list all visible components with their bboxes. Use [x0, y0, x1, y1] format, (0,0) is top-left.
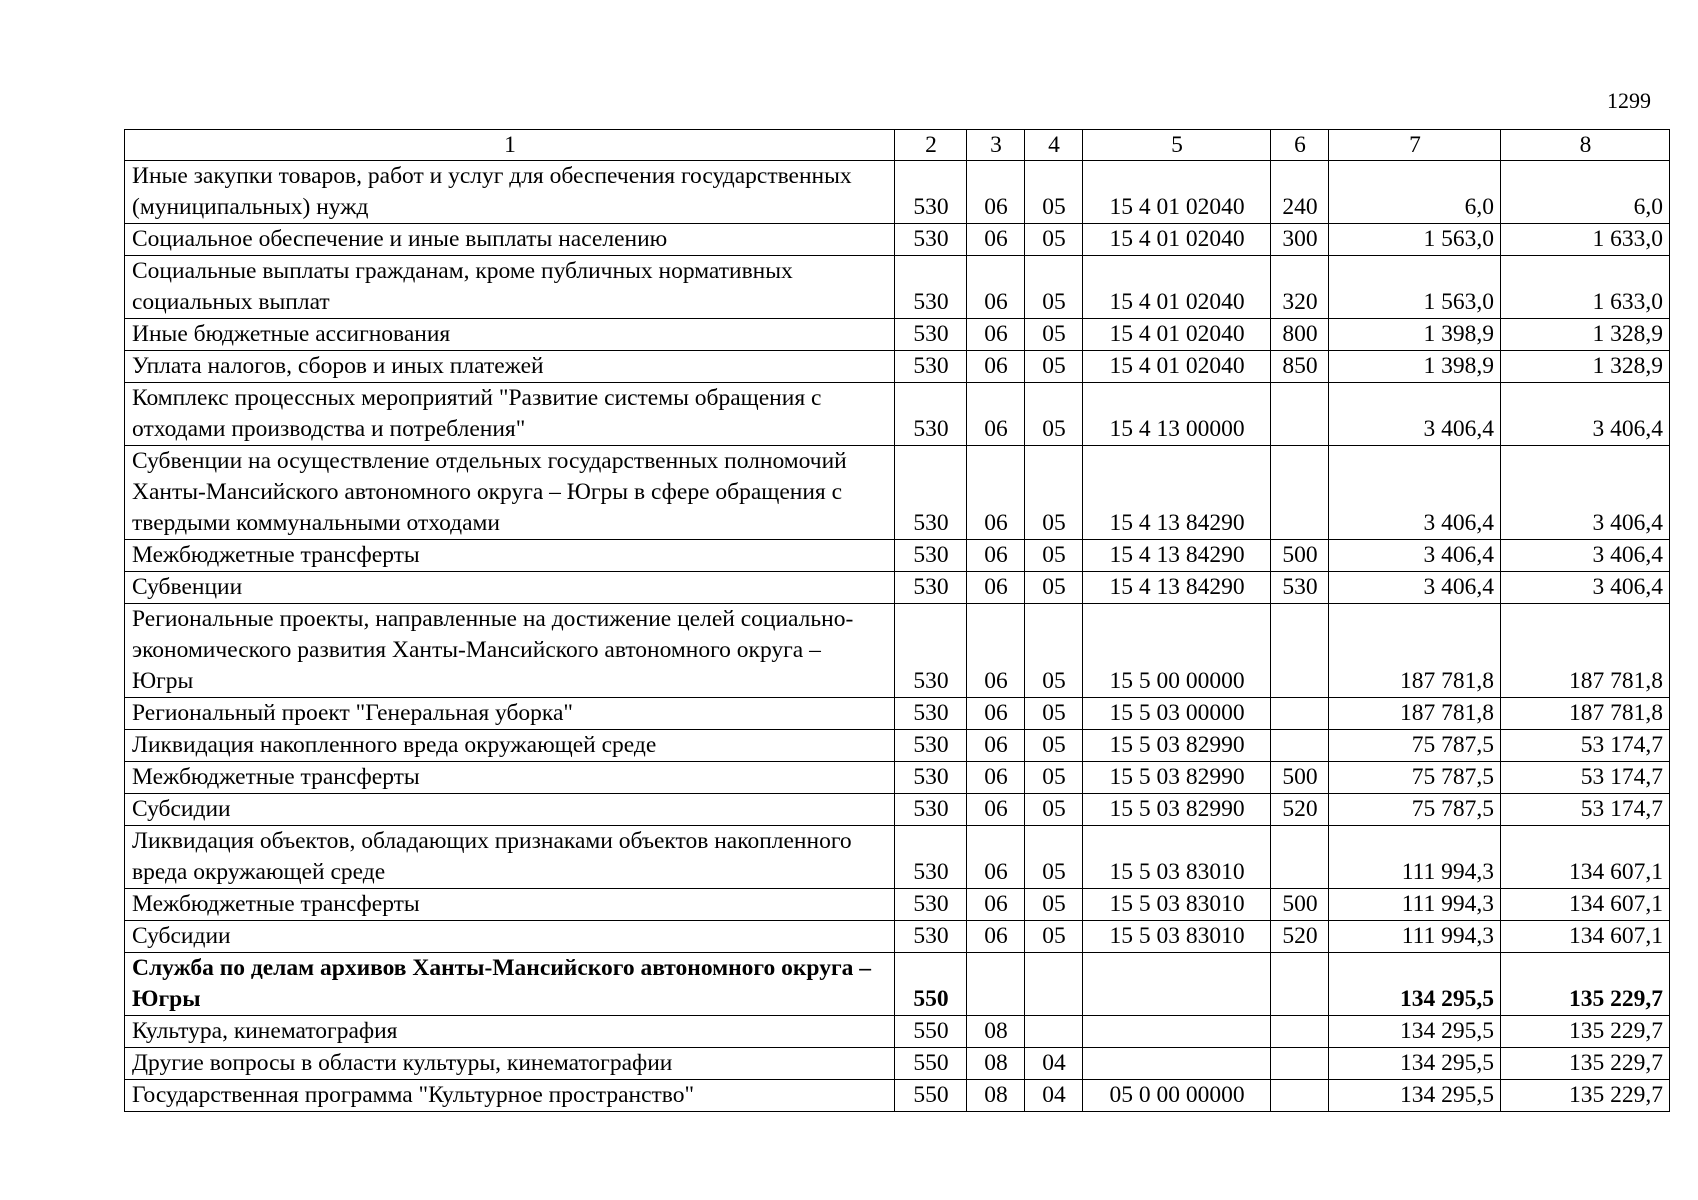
- row-amount-cell: 3 406,4: [1501, 383, 1670, 446]
- row-target-code-cell: 15 4 01 02040: [1083, 256, 1271, 319]
- row-subsection-cell: 05: [1025, 698, 1083, 730]
- row-code-cell: 530: [895, 351, 967, 383]
- row-section-cell: 08: [967, 1048, 1025, 1080]
- header-cell: 7: [1329, 130, 1501, 161]
- row-expense-type-cell: [1271, 698, 1329, 730]
- table-header-row: [125, 130, 1670, 161]
- row-code-cell: 530: [895, 161, 967, 224]
- table-row: [125, 161, 1670, 224]
- row-amount-cell: 3 406,4: [1329, 383, 1501, 446]
- row-name-cell: Межбюджетные трансферты: [125, 540, 895, 572]
- row-subsection-cell: 05: [1025, 256, 1083, 319]
- row-target-code-cell: 15 4 13 84290: [1083, 540, 1271, 572]
- row-section-cell: 06: [967, 604, 1025, 698]
- row-amount-cell: 3 406,4: [1329, 446, 1501, 540]
- row-amount-cell: 1 398,9: [1329, 319, 1501, 351]
- table-row: [125, 794, 1670, 826]
- row-name-cell: Региональные проекты, направленные на достижение целей социально-экономического развития Ханты-Мансийского автономного округа – Югры: [125, 604, 895, 698]
- row-expense-type-cell: 320: [1271, 256, 1329, 319]
- row-target-code-cell: 15 5 03 00000: [1083, 698, 1271, 730]
- table-row: [125, 730, 1670, 762]
- row-name-cell: Субсидии: [125, 921, 895, 953]
- row-code-cell: 530: [895, 446, 967, 540]
- row-subsection-cell: 05: [1025, 921, 1083, 953]
- row-amount-cell: 187 781,8: [1329, 604, 1501, 698]
- row-amount-cell: 135 229,7: [1501, 1016, 1670, 1048]
- row-section-cell: 06: [967, 319, 1025, 351]
- row-expense-type-cell: [1271, 1048, 1329, 1080]
- table-row: [125, 698, 1670, 730]
- row-section-cell: 06: [967, 256, 1025, 319]
- row-amount-cell: 135 229,7: [1501, 953, 1670, 1016]
- row-target-code-cell: 15 5 03 83010: [1083, 921, 1271, 953]
- row-target-code-cell: 15 5 00 00000: [1083, 604, 1271, 698]
- header-cell: 6: [1271, 130, 1329, 161]
- row-name-cell: Служба по делам архивов Ханты-Мансийского автономного округа – Югры: [125, 953, 895, 1016]
- row-subsection-cell: 05: [1025, 762, 1083, 794]
- row-subsection-cell: 05: [1025, 826, 1083, 889]
- budget-table: [124, 129, 1670, 1112]
- row-expense-type-cell: [1271, 953, 1329, 1016]
- row-amount-cell: 187 781,8: [1501, 604, 1670, 698]
- table-row: [125, 540, 1670, 572]
- row-target-code-cell: 15 5 03 82990: [1083, 730, 1271, 762]
- table-row: [125, 1048, 1670, 1080]
- row-name-cell: Ликвидация накопленного вреда окружающей среде: [125, 730, 895, 762]
- row-expense-type-cell: 500: [1271, 762, 1329, 794]
- header-cell: 8: [1501, 130, 1670, 161]
- row-code-cell: 530: [895, 826, 967, 889]
- row-name-cell: Комплекс процессных мероприятий "Развитие системы обращения с отходами производства и потребления": [125, 383, 895, 446]
- row-section-cell: 06: [967, 351, 1025, 383]
- row-code-cell: 530: [895, 604, 967, 698]
- row-amount-cell: 134 295,5: [1329, 1048, 1501, 1080]
- table-row: [125, 1080, 1670, 1112]
- row-code-cell: 530: [895, 256, 967, 319]
- row-subsection-cell: 05: [1025, 572, 1083, 604]
- row-amount-cell: 134 295,5: [1329, 953, 1501, 1016]
- row-amount-cell: 3 406,4: [1329, 572, 1501, 604]
- row-section-cell: 06: [967, 383, 1025, 446]
- row-expense-type-cell: 520: [1271, 794, 1329, 826]
- row-amount-cell: 75 787,5: [1329, 794, 1501, 826]
- row-subsection-cell: [1025, 1016, 1083, 1048]
- row-target-code-cell: 15 5 03 83010: [1083, 889, 1271, 921]
- row-code-cell: 550: [895, 1016, 967, 1048]
- row-name-cell: Субсидии: [125, 794, 895, 826]
- row-subsection-cell: 05: [1025, 383, 1083, 446]
- row-section-cell: 06: [967, 572, 1025, 604]
- table-row: [125, 953, 1670, 1016]
- row-amount-cell: 1 633,0: [1501, 256, 1670, 319]
- table-row: [125, 762, 1670, 794]
- row-target-code-cell: [1083, 1016, 1271, 1048]
- row-amount-cell: 1 563,0: [1329, 224, 1501, 256]
- row-subsection-cell: 05: [1025, 730, 1083, 762]
- row-amount-cell: 111 994,3: [1329, 921, 1501, 953]
- row-code-cell: 530: [895, 762, 967, 794]
- row-target-code-cell: 05 0 00 00000: [1083, 1080, 1271, 1112]
- row-amount-cell: 3 406,4: [1501, 572, 1670, 604]
- table-row: [125, 446, 1670, 540]
- row-section-cell: 06: [967, 826, 1025, 889]
- row-amount-cell: 1 633,0: [1501, 224, 1670, 256]
- row-code-cell: 550: [895, 1048, 967, 1080]
- row-section-cell: 06: [967, 762, 1025, 794]
- row-amount-cell: 134 295,5: [1329, 1016, 1501, 1048]
- row-code-cell: 530: [895, 921, 967, 953]
- row-code-cell: 550: [895, 953, 967, 1016]
- row-amount-cell: 3 406,4: [1501, 446, 1670, 540]
- row-section-cell: 06: [967, 921, 1025, 953]
- row-section-cell: [967, 953, 1025, 1016]
- row-expense-type-cell: 530: [1271, 572, 1329, 604]
- row-amount-cell: 3 406,4: [1329, 540, 1501, 572]
- table-row: [125, 1016, 1670, 1048]
- table-row: [125, 319, 1670, 351]
- row-section-cell: 06: [967, 730, 1025, 762]
- row-expense-type-cell: [1271, 826, 1329, 889]
- row-amount-cell: 187 781,8: [1501, 698, 1670, 730]
- row-target-code-cell: 15 4 01 02040: [1083, 351, 1271, 383]
- row-target-code-cell: 15 4 13 84290: [1083, 572, 1271, 604]
- row-expense-type-cell: 520: [1271, 921, 1329, 953]
- table-row: [125, 604, 1670, 698]
- row-expense-type-cell: [1271, 604, 1329, 698]
- row-section-cell: 06: [967, 161, 1025, 224]
- row-amount-cell: 3 406,4: [1501, 540, 1670, 572]
- row-code-cell: 530: [895, 572, 967, 604]
- row-expense-type-cell: 850: [1271, 351, 1329, 383]
- row-code-cell: 550: [895, 1080, 967, 1112]
- row-subsection-cell: 05: [1025, 794, 1083, 826]
- row-amount-cell: 111 994,3: [1329, 889, 1501, 921]
- row-amount-cell: 134 607,1: [1501, 889, 1670, 921]
- row-target-code-cell: 15 5 03 82990: [1083, 762, 1271, 794]
- row-section-cell: 06: [967, 446, 1025, 540]
- row-name-cell: Государственная программа "Культурное пространство": [125, 1080, 895, 1112]
- row-subsection-cell: 05: [1025, 224, 1083, 256]
- row-target-code-cell: 15 4 01 02040: [1083, 161, 1271, 224]
- header-cell: 1: [125, 130, 895, 161]
- row-amount-cell: 75 787,5: [1329, 730, 1501, 762]
- row-code-cell: 530: [895, 540, 967, 572]
- row-section-cell: 06: [967, 224, 1025, 256]
- table-row: [125, 351, 1670, 383]
- row-amount-cell: 53 174,7: [1501, 762, 1670, 794]
- row-amount-cell: 6,0: [1329, 161, 1501, 224]
- header-cell: 4: [1025, 130, 1083, 161]
- row-section-cell: 06: [967, 698, 1025, 730]
- row-code-cell: 530: [895, 730, 967, 762]
- row-code-cell: 530: [895, 698, 967, 730]
- row-name-cell: Социальные выплаты гражданам, кроме публичных нормативных социальных выплат: [125, 256, 895, 319]
- row-amount-cell: 1 398,9: [1329, 351, 1501, 383]
- row-expense-type-cell: [1271, 383, 1329, 446]
- row-amount-cell: 187 781,8: [1329, 698, 1501, 730]
- row-subsection-cell: 05: [1025, 351, 1083, 383]
- row-name-cell: Субвенции: [125, 572, 895, 604]
- row-section-cell: 06: [967, 540, 1025, 572]
- row-amount-cell: 1 328,9: [1501, 351, 1670, 383]
- row-target-code-cell: 15 5 03 82990: [1083, 794, 1271, 826]
- row-name-cell: Межбюджетные трансферты: [125, 762, 895, 794]
- table-row: [125, 256, 1670, 319]
- row-amount-cell: 135 229,7: [1501, 1048, 1670, 1080]
- row-name-cell: Иные бюджетные ассигнования: [125, 319, 895, 351]
- page-number: 1299: [1607, 88, 1651, 113]
- row-section-cell: 06: [967, 794, 1025, 826]
- row-expense-type-cell: 800: [1271, 319, 1329, 351]
- row-target-code-cell: 15 5 03 83010: [1083, 826, 1271, 889]
- row-name-cell: Социальное обеспечение и иные выплаты населению: [125, 224, 895, 256]
- table-row: [125, 383, 1670, 446]
- header-cell: 3: [967, 130, 1025, 161]
- row-target-code-cell: [1083, 1048, 1271, 1080]
- row-name-cell: Другие вопросы в области культуры, кинематографии: [125, 1048, 895, 1080]
- row-target-code-cell: 15 4 01 02040: [1083, 319, 1271, 351]
- row-amount-cell: 6,0: [1501, 161, 1670, 224]
- row-expense-type-cell: 500: [1271, 889, 1329, 921]
- row-code-cell: 530: [895, 319, 967, 351]
- row-amount-cell: 134 295,5: [1329, 1080, 1501, 1112]
- row-amount-cell: 75 787,5: [1329, 762, 1501, 794]
- row-expense-type-cell: [1271, 446, 1329, 540]
- header-cell: 2: [895, 130, 967, 161]
- row-subsection-cell: 04: [1025, 1080, 1083, 1112]
- row-name-cell: Культура, кинематография: [125, 1016, 895, 1048]
- row-amount-cell: 1 328,9: [1501, 319, 1670, 351]
- row-subsection-cell: 05: [1025, 889, 1083, 921]
- row-expense-type-cell: [1271, 1016, 1329, 1048]
- row-subsection-cell: 04: [1025, 1048, 1083, 1080]
- row-name-cell: Иные закупки товаров, работ и услуг для обеспечения государственных (муниципальных) нужд: [125, 161, 895, 224]
- row-section-cell: 08: [967, 1080, 1025, 1112]
- row-expense-type-cell: [1271, 1080, 1329, 1112]
- row-amount-cell: 111 994,3: [1329, 826, 1501, 889]
- table-row: [125, 224, 1670, 256]
- row-target-code-cell: 15 4 13 84290: [1083, 446, 1271, 540]
- row-amount-cell: 134 607,1: [1501, 826, 1670, 889]
- table-row: [125, 921, 1670, 953]
- row-amount-cell: 53 174,7: [1501, 794, 1670, 826]
- row-code-cell: 530: [895, 224, 967, 256]
- row-target-code-cell: 15 4 13 00000: [1083, 383, 1271, 446]
- row-subsection-cell: 05: [1025, 540, 1083, 572]
- row-name-cell: Уплата налогов, сборов и иных платежей: [125, 351, 895, 383]
- row-code-cell: 530: [895, 383, 967, 446]
- row-code-cell: 530: [895, 794, 967, 826]
- row-target-code-cell: [1083, 953, 1271, 1016]
- row-code-cell: 530: [895, 889, 967, 921]
- table-row: [125, 826, 1670, 889]
- row-target-code-cell: 15 4 01 02040: [1083, 224, 1271, 256]
- row-subsection-cell: 05: [1025, 446, 1083, 540]
- header-cell: 5: [1083, 130, 1271, 161]
- row-section-cell: 06: [967, 889, 1025, 921]
- row-amount-cell: 134 607,1: [1501, 921, 1670, 953]
- row-amount-cell: 53 174,7: [1501, 730, 1670, 762]
- row-name-cell: Межбюджетные трансферты: [125, 889, 895, 921]
- row-amount-cell: 135 229,7: [1501, 1080, 1670, 1112]
- row-expense-type-cell: [1271, 730, 1329, 762]
- row-name-cell: Региональный проект "Генеральная уборка": [125, 698, 895, 730]
- row-subsection-cell: 05: [1025, 319, 1083, 351]
- row-section-cell: 08: [967, 1016, 1025, 1048]
- row-subsection-cell: 05: [1025, 161, 1083, 224]
- row-expense-type-cell: 300: [1271, 224, 1329, 256]
- row-expense-type-cell: 240: [1271, 161, 1329, 224]
- table-row: [125, 889, 1670, 921]
- row-amount-cell: 1 563,0: [1329, 256, 1501, 319]
- row-subsection-cell: [1025, 953, 1083, 1016]
- row-name-cell: Субвенции на осуществление отдельных государственных полномочий Ханты-Мансийского автономного округа – Югры в сфере обращения с твердыми коммунальными отходами: [125, 446, 895, 540]
- row-subsection-cell: 05: [1025, 604, 1083, 698]
- table-row: [125, 572, 1670, 604]
- row-expense-type-cell: 500: [1271, 540, 1329, 572]
- row-name-cell: Ликвидация объектов, обладающих признаками объектов накопленного вреда окружающей среде: [125, 826, 895, 889]
